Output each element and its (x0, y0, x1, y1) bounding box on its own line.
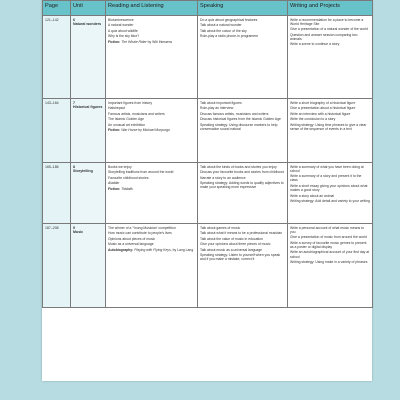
book-title: Playing with Flying Keys (134, 247, 171, 252)
header-unit: Unit (71, 1, 106, 16)
speaking-item: Talk about important figures (200, 100, 242, 105)
speaking-item: Discuss your favourite books and stories from childhood (200, 170, 285, 174)
speaking-item: Do a quiz about geographical features (200, 17, 258, 22)
reading-fiction (108, 187, 195, 191)
table-row (43, 99, 373, 163)
unit-cell (71, 163, 106, 224)
book-page (42, 0, 372, 381)
page-range: 143–164 (43, 99, 71, 163)
unit-number: 7 (73, 100, 75, 105)
speaking-cell (198, 99, 288, 163)
reading-item: Opinions about pieces of music (108, 236, 156, 241)
reading-item: Why is the sky blue? (108, 34, 140, 38)
reading-item: An unusual art exhibition (108, 122, 146, 127)
speaking-item: Narrate a story to an audience (200, 175, 246, 180)
unit-cell (71, 16, 106, 99)
speaking-item: Talk about the colour of the sky (200, 28, 247, 33)
reading-item: How music can contribute to people's lives (108, 231, 172, 235)
speaking-item: Talk about what it means to be a professional musician (200, 231, 283, 235)
reading-cell (106, 163, 198, 224)
reading-item: The Islamic Golden Age (108, 117, 144, 121)
table-header-row (43, 1, 373, 16)
page-range: 121–142 (43, 16, 71, 99)
table-row (43, 163, 373, 224)
autobiography-label: Autobiography: (108, 247, 134, 252)
writing-item: Write a survey of favourite music genres to present as a poster or digital display (290, 240, 367, 249)
book-author: by Michael Morpurgo (137, 128, 170, 132)
reading-item: Music as a universal language (108, 242, 154, 246)
speaking-cell (198, 163, 288, 224)
speaking-item: Speaking strategy: Using discourse markers to help conversation sound natural (200, 122, 278, 131)
speaking-item: Discuss famous artists, musicians and writers (200, 111, 269, 116)
reading-item: Bioluminescence (108, 17, 134, 22)
writing-item: Write a story about an animal (290, 193, 335, 198)
reading-item: Books we enjoy (108, 164, 132, 169)
writing-item: Write a personal account of what music means to you (290, 225, 365, 234)
writing-item: Write a summary of what you have been doing at school (290, 164, 364, 173)
unit-number: 6 (73, 17, 75, 22)
unit-title: Storytelling (73, 168, 93, 173)
fiction-label: Fiction: (108, 39, 121, 44)
unit-number: 8 (73, 164, 75, 169)
reading-item: The winner of a 'Young Musician' competition (108, 225, 176, 230)
writing-item: Write a summary of a story and present it to the class (290, 174, 362, 183)
writing-cell (288, 16, 373, 99)
book-author: , by Lang Lang (170, 247, 194, 252)
writing-item: Write a scene to continue a story (290, 42, 340, 47)
fiction-label: Fiction: (108, 128, 121, 132)
reading-item: Storytelling traditions from around the world (108, 170, 174, 174)
writing-item: Write a short essay giving your opinions about what makes a good story (290, 183, 368, 193)
speaking-item: Speaking strategy: Listen to yourself when you speak and if you make a mistake, correct it (200, 253, 281, 262)
unit-title: Music (73, 229, 84, 234)
speaking-item: Role-play a radio phone-in programme (200, 34, 259, 38)
speaking-item: Talk about games of music (200, 225, 241, 230)
writing-cell (288, 163, 373, 224)
page-range: 165–186 (43, 163, 71, 224)
speaking-item: Give your opinions about three pieces of music (200, 242, 271, 246)
reading-cell (106, 16, 198, 99)
book-title: War Horse (121, 128, 138, 132)
reading-cell (106, 99, 198, 163)
writing-item: Writing strategy: Add detail and variety to your writing (290, 199, 370, 204)
writing-item: Write an autobiographical account of your first day at school (290, 250, 370, 259)
header-reading: Reading and Listening (106, 1, 198, 16)
page-range: 187–208 (43, 224, 71, 308)
reading-fiction (108, 40, 195, 44)
table-row (43, 16, 373, 99)
reading-autobiography (108, 248, 195, 252)
writing-item: Give a presentation about a historical figure (290, 106, 356, 110)
unit-title: Natural wonders (73, 21, 102, 26)
writing-item: Writing strategy: Using time phrases to give a clear sense of the sequence of events in a text (290, 122, 367, 131)
book-title: The Whale Rider (121, 39, 147, 44)
fiction-label: Fiction: (108, 186, 121, 191)
unit-cell (71, 99, 106, 163)
reading-fiction (108, 128, 195, 132)
writing-item: Write a short biography of a historical figure (290, 100, 356, 105)
speaking-item: Talk about the value of music in education (200, 236, 263, 241)
writing-item: Give a presentation of music from around the world (290, 235, 367, 240)
speaking-item: Talk about music as a universal language (200, 247, 263, 252)
book-title: Tiddalik (121, 186, 133, 191)
writing-item: Question and answer session comparing two animals (290, 32, 358, 41)
book-author: by Witi Ihimaera (146, 39, 172, 44)
writing-item: Writing strategy: Using make in a variety of phrases (290, 260, 368, 265)
reading-item (108, 181, 195, 185)
speaking-item: Speaking strategy: Adding words to qualify adjectives to make your speaking more expressive (200, 181, 284, 190)
reading-item: Important figures from history (108, 100, 153, 105)
speaking-item: Role-play an interview (200, 106, 234, 110)
unit-title: Historical figures (73, 104, 103, 109)
speaking-item: Discuss historical figures from the Islamic Golden Age (200, 117, 281, 121)
header-writing: Writing and Projects (288, 1, 373, 16)
page-blank-area (42, 288, 372, 381)
writing-item: Write a recommendation for a place to become a World Heritage Site (290, 17, 364, 26)
book-title: Aladdin (108, 181, 120, 185)
reading-item: Hatshepsut (108, 106, 126, 110)
writing-item: Write an interview with a historical figure (290, 111, 351, 116)
reading-item: A quiz about wildlife (108, 28, 138, 33)
reading-item: Favourite childhood stories (108, 175, 149, 180)
unit-number: 9 (73, 225, 75, 230)
writing-item: Write the conclusion to a story (290, 117, 336, 121)
writing-cell (288, 99, 373, 163)
reading-item: A natural wonder (108, 23, 134, 27)
contents-table (42, 0, 373, 308)
speaking-cell (198, 16, 288, 99)
writing-item: Give a presentation of a natural wonder of the world (290, 27, 368, 32)
header-page: Page (43, 1, 71, 16)
speaking-item: Talk about a natural wonder (200, 23, 242, 27)
speaking-item: Talk about the kinds of books and stories you enjoy (200, 164, 277, 169)
header-speaking: Speaking (198, 1, 288, 16)
reading-item: Famous artists, musicians and writers (108, 111, 165, 116)
